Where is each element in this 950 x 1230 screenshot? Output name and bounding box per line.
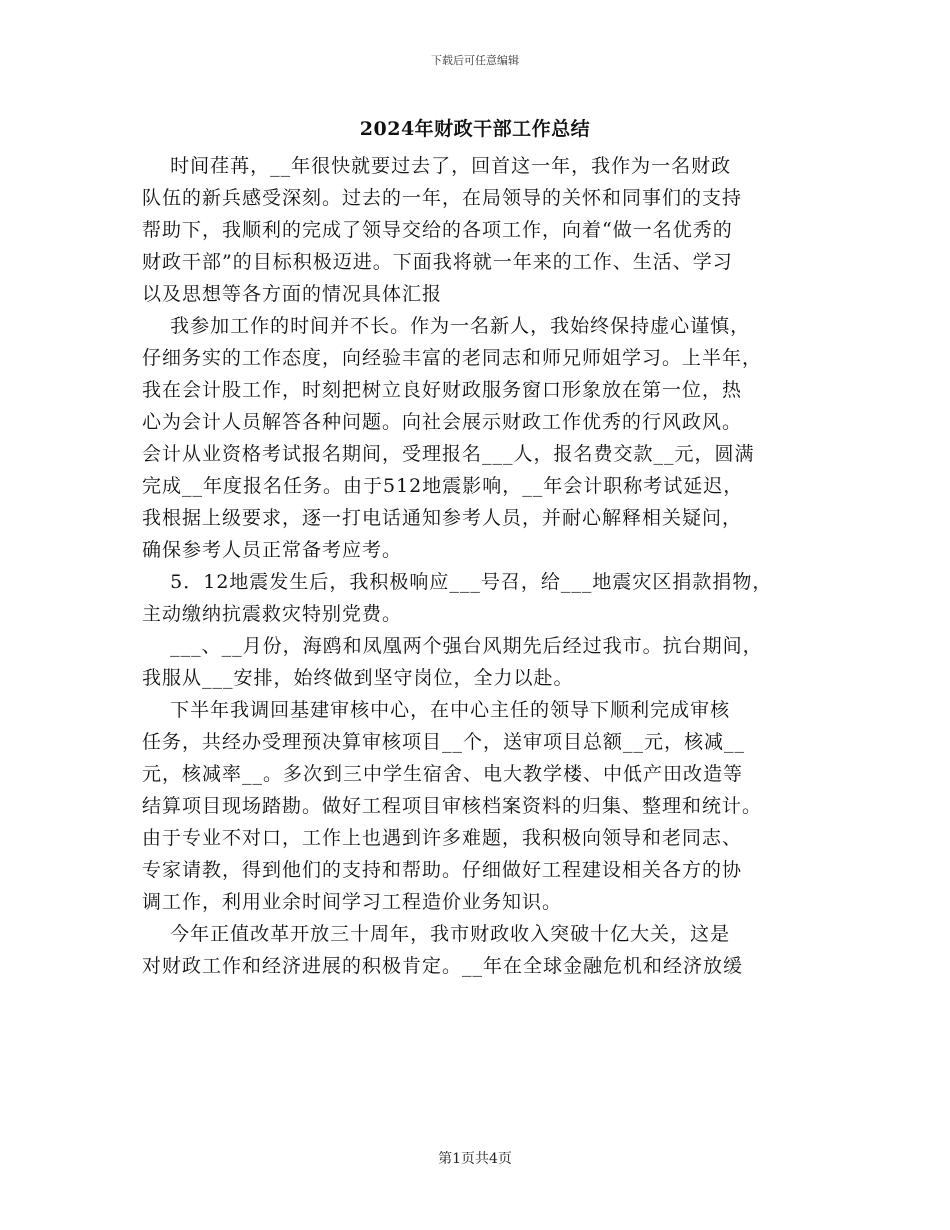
text-line: 下半年我调回基建审核中心，在中心主任的领导下顺利完成审核 [142,699,731,721]
text-line: 仔细务实的工作态度，向经验丰富的老同志和师兄师姐学习。上半年， [142,347,763,369]
text-line: 以及思想等各方面的情况具体汇报 [142,283,443,305]
paragraph-intro [142,150,832,310]
document-title: 2024年财政干部工作总结 [359,118,591,140]
text-line: 心为会计人员解答各种问题。向社会展示财政工作优秀的行风政风。 [142,411,743,433]
document-body [142,150,832,982]
text-line: 我根据上级要求，逐一打电话通知参考人员，并耐心解释相关疑问， [142,507,743,529]
text-line: 5．12地震发生后，我积极响应___号召，给___地震灾区捐款捐物， [142,571,773,593]
text-line: 对财政工作和经济进展的积极肯定。__年在全球金融危机和经济放缓 [142,955,744,977]
text-line: 专家请教，得到他们的支持和帮助。仔细做好工程建设相关各方的协 [142,859,743,881]
text-line: 完成__年度报名任务。由于512地震影响，__年会计职称考试延迟， [142,475,744,497]
text-line: 由于专业不对口，工作上也遇到许多难题，我积极向领导和老同志、 [142,827,743,849]
text-line: 任务，共经办受理预决算审核项目__个，送审项目总额__元，核减__ [142,731,746,753]
text-line: 今年正值改革开放三十周年，我市财政收入突破十亿大关，这是 [142,923,731,945]
text-line: 确保参考人员正常备考应考。 [142,539,403,561]
paragraph-reform [142,918,832,982]
paragraph-earthquake [142,566,832,630]
text-line: 我在会计股工作，时刻把树立良好财政服务窗口形象放在第一位，热 [142,379,743,401]
text-line: 时间荏苒，__年很快就要过去了，回首这一年，我作为一名财政 [142,155,732,177]
paragraph-typhoon [142,630,832,694]
text-line: ___、__月份，海鸥和凤凰两个强台风期先后经过我市。抗台期间， [142,635,763,657]
text-line: 结算项目现场踏勘。做好工程项目审核档案资料的归集、整理和统计。 [142,795,763,817]
text-line: 我参加工作的时间并不长。作为一名新人，我始终保持虚心谨慎， [142,315,751,337]
paragraph-audit-center [142,694,832,918]
text-line: 财政干部”的目标积极迈进。下面我将就一年来的工作、生活、学习 [142,251,733,273]
text-line: 调工作，利用业余时间学习工程造价业务知识。 [142,891,563,913]
page-header-note: 下载后可任意编辑 [431,54,519,67]
page-number-footer: 第1页共4页 [438,1151,512,1167]
text-line: 队伍的新兵感受深刻。过去的一年，在局领导的关怀和同事们的支持 [142,187,743,209]
text-line: 我服从___安排，始终做到坚守岗位，全力以赴。 [142,667,574,689]
text-line: 元，核减率__。多次到三中学生宿舍、电大教学楼、中低产田改造等 [142,763,744,785]
text-line: 帮助下，我顺利的完成了领导交给的各项工作，向着“做一名优秀的 [142,219,733,241]
text-line: 主动缴纳抗震救灾特别党费。 [142,603,403,625]
text-line: 会计从业资格考试报名期间，受理报名___人，报名费交款__元，圆满 [142,443,755,465]
paragraph-accounting [142,310,832,566]
